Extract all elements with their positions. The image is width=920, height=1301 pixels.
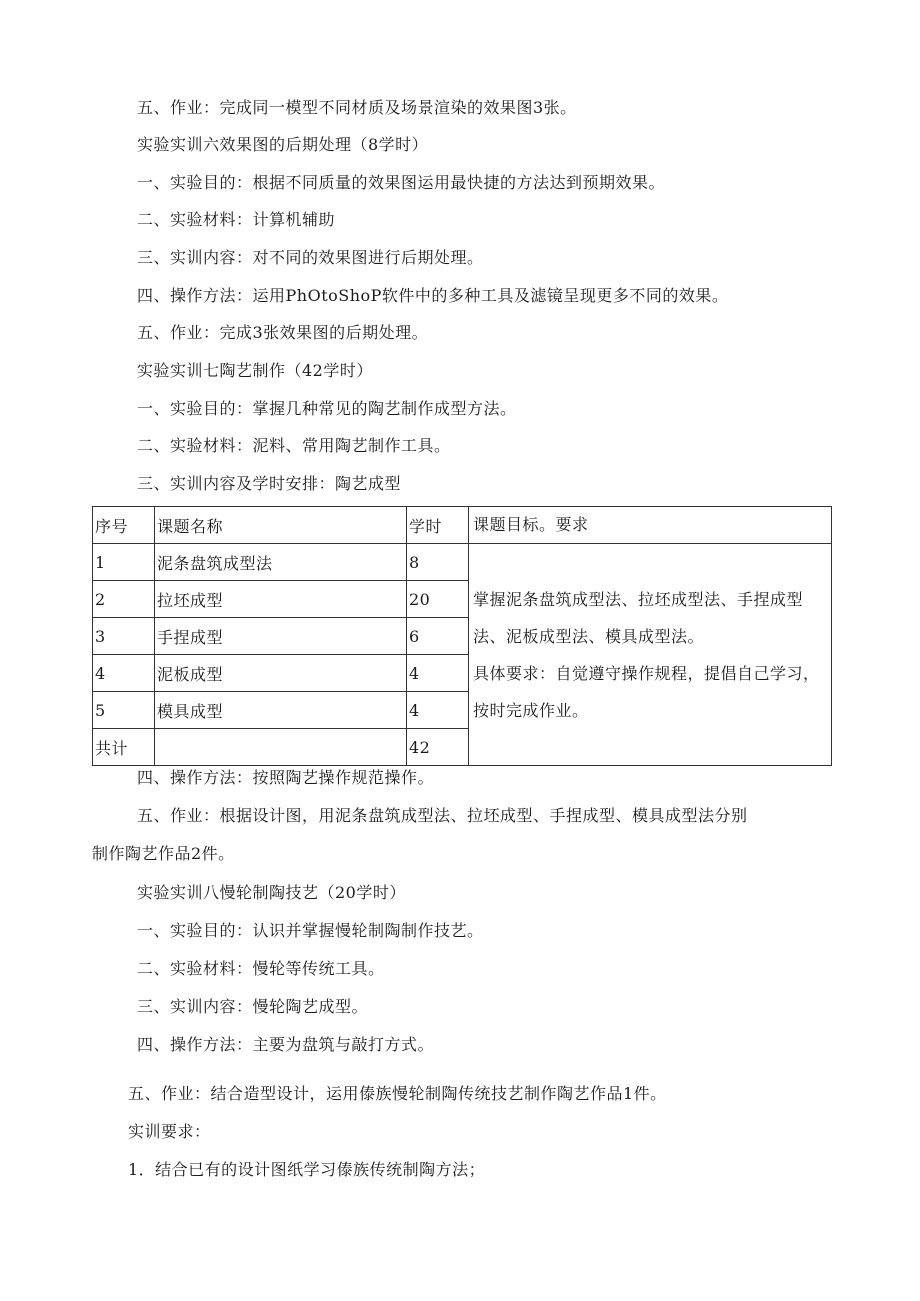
- table-cell: 泥条盘筑成型法: [155, 544, 407, 581]
- paragraph: 五、作业：完成3张效果图的后期处理。: [137, 323, 429, 342]
- paragraph: 五、作业：根据设计图，用泥条盘筑成型法、拉坯成型、手捏成型、模具成型法分别: [137, 806, 748, 825]
- paragraph: 制作陶艺作品2件。: [92, 844, 235, 863]
- header-cell: 学时: [407, 507, 469, 544]
- table-cell: 手捏成型: [155, 618, 407, 655]
- table-cell: 4: [407, 692, 469, 729]
- table-header-row: [93, 507, 832, 544]
- total-label-cell: 共计: [93, 729, 155, 766]
- table-cell: 4: [93, 655, 155, 692]
- section-heading: 实验实训八慢轮制陶技艺（20学时）: [137, 883, 406, 902]
- table-cell: 3: [93, 618, 155, 655]
- paragraph: 四、操作方法：按照陶艺操作规范操作。: [137, 768, 435, 787]
- table-cell: 1: [93, 544, 155, 581]
- header-cell: 序号: [93, 507, 155, 544]
- table-cell: 4: [407, 655, 469, 692]
- section-heading: 实验实训六效果图的后期处理（8学时）: [137, 135, 429, 154]
- paragraph: 二、实验材料：慢轮等传统工具。: [137, 959, 385, 978]
- paragraph: 一、实验目的：根据不同质量的效果图运用最快捷的方法达到预期效果。: [137, 173, 666, 192]
- table-cell: 泥板成型: [155, 655, 407, 692]
- goal-line: 按时完成作业。: [473, 700, 589, 720]
- paragraph: 一、实验目的：认识并掌握慢轮制陶制作技艺。: [137, 921, 484, 940]
- table-cell: 6: [407, 618, 469, 655]
- paragraph: 三、实训内容：对不同的效果图进行后期处理。: [137, 248, 484, 267]
- table-cell: 2: [93, 581, 155, 618]
- total-value-cell: 42: [407, 729, 469, 766]
- goal-line: 法、泥板成型法、模具成型法。: [473, 626, 705, 646]
- header-cell: 课题目标。要求: [469, 507, 832, 544]
- paragraph: 四、操作方法：运用PhOtoShoP软件中的多种工具及滤镜呈现更多不同的效果。: [137, 286, 729, 305]
- table-cell: 5: [93, 692, 155, 729]
- goal-cell: [469, 544, 832, 766]
- table-cell: 8: [407, 544, 469, 581]
- paragraph: 四、操作方法：主要为盘筑与敲打方式。: [137, 1035, 435, 1054]
- paragraph: 五、作业：结合造型设计，运用傣族慢轮制陶传统技艺制作陶艺作品1件。: [128, 1084, 667, 1103]
- table-row: [93, 544, 832, 581]
- paragraph: 二、实验材料：计算机辅助: [137, 210, 336, 229]
- table-cell: 模具成型: [155, 692, 407, 729]
- goal-line: 掌握泥条盘筑成型法、拉坯成型法、手捏成型: [473, 589, 804, 609]
- paragraph: 五、作业：完成同一模型不同材质及场景渲染的效果图3张。: [137, 98, 577, 117]
- paragraph: 二、实验材料：泥料、常用陶艺制作工具。: [137, 436, 451, 455]
- section-heading: 实验实训七陶艺制作（42学时）: [137, 361, 373, 380]
- paragraph: 实训要求：: [128, 1122, 211, 1141]
- list-item: 1．结合已有的设计图纸学习傣族传统制陶方法；: [128, 1160, 486, 1179]
- table-cell: 20: [407, 581, 469, 618]
- paragraph: 三、实训内容及学时安排：陶艺成型: [137, 474, 402, 493]
- table-cell: [155, 729, 407, 766]
- paragraph: 一、实验目的：掌握几种常见的陶艺制作成型方法。: [137, 399, 517, 418]
- header-cell: 课题名称: [155, 507, 407, 544]
- course-schedule-table: [92, 506, 832, 766]
- goal-line: 具体要求：自觉遵守操作规程，提倡自己学习，: [473, 663, 820, 683]
- table-cell: 拉坯成型: [155, 581, 407, 618]
- paragraph: 三、实训内容：慢轮陶艺成型。: [137, 997, 369, 1016]
